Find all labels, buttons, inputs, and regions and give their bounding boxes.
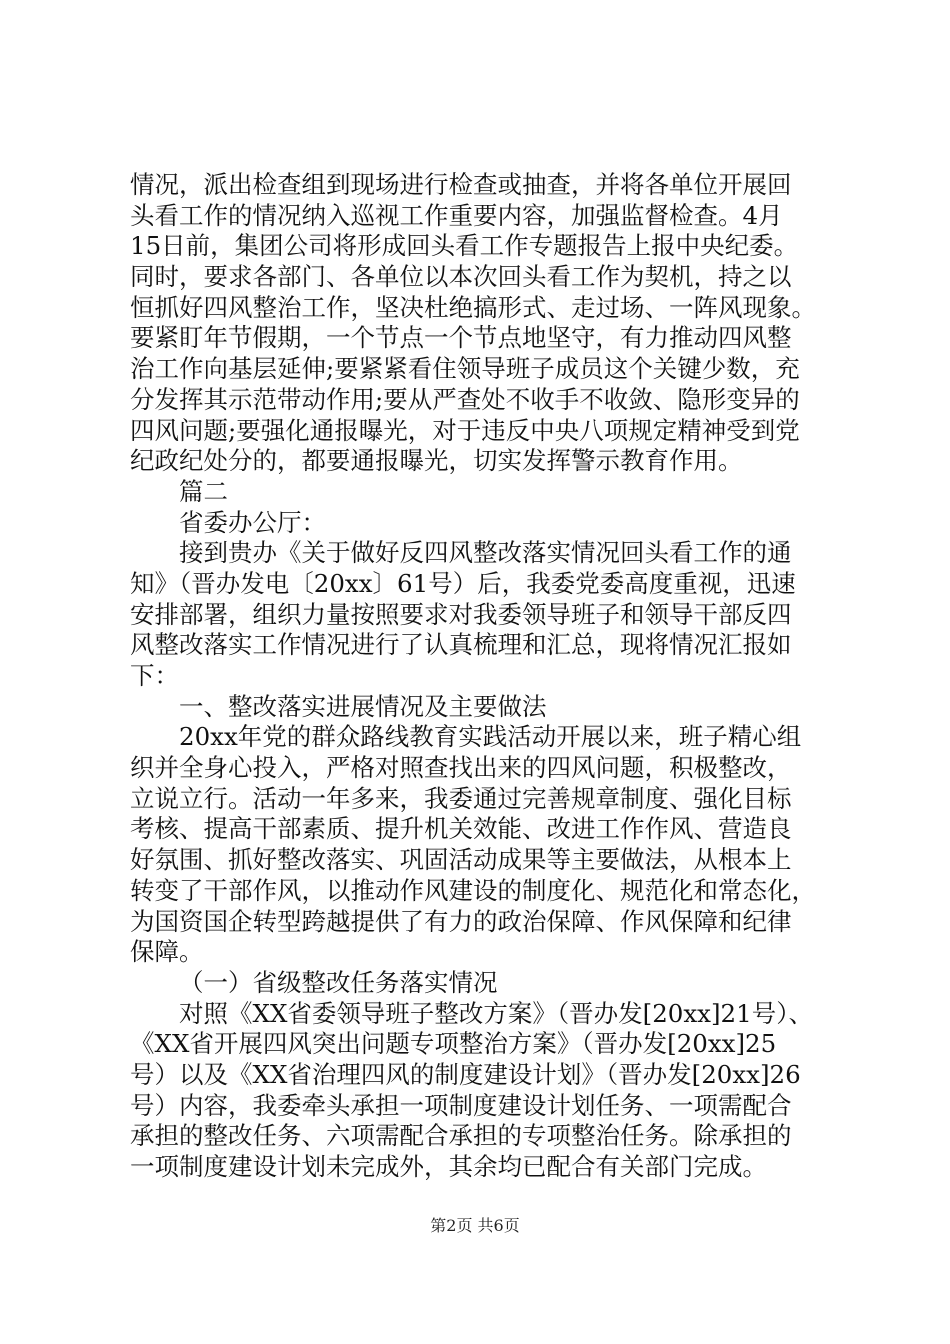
text-line: 号）以及《XX省治理四风的制度建设计划》（晋办发[20xx]26 <box>130 1059 801 1089</box>
document-body <box>130 170 850 1183</box>
text-line: 考核、提高干部素质、提升机关效能、改进工作作风、营造良 <box>130 814 792 844</box>
text-line: 保障。 <box>130 937 204 967</box>
text-line: 一、整改落实进展情况及主要做法 <box>179 691 547 721</box>
text-line: 恒抓好四风整治工作，坚决杜绝搞形式、走过场、一阵风现象。 <box>130 292 816 322</box>
text-line: 转变了干部作风，以推动作风建设的制度化、规范化和常态化， <box>130 875 816 905</box>
text-line: 为国资国企转型跨越提供了有力的政治保障、作风保障和纪律 <box>130 906 792 936</box>
text-line: 20xx年党的群众路线教育实践活动开展以来，班子精心组 <box>179 722 802 752</box>
text-line: 15日前，集团公司将形成回头看工作专题报告上报中央纪委。 <box>130 231 799 261</box>
text-line: 分发挥其示范带动作用;要从严查处不收手不收敛、隐形变异的 <box>130 384 800 414</box>
text-line: 省委办公厅： <box>179 507 326 537</box>
text-line: 好氛围、抓好整改落实、巩固活动成果等主要做法，从根本上 <box>130 845 792 875</box>
text-line: 篇二 <box>179 476 228 506</box>
text-line: 号）内容，我委牵头承担一项制度建设计划任务、一项需配合 <box>130 1090 792 1120</box>
text-line: 知》（晋办发电〔20xx〕61号）后，我委党委高度重视，迅速 <box>130 568 796 598</box>
text-line: 头看工作的情况纳入巡视工作重要内容，加强监督检查。4月 <box>130 200 783 230</box>
text-line: 安排部署，组织力量按照要求对我委领导班子和领导干部反四 <box>130 599 792 629</box>
text-line: 承担的整改任务、六项需配合承担的专项整治任务。除承担的 <box>130 1121 792 1151</box>
text-line: 情况，派出检查组到现场进行检查或抽查，并将各单位开展回 <box>130 170 792 199</box>
text-line: （一）省级整改任务落实情况 <box>179 967 498 997</box>
text-line: 纪政纪处分的，都要通报曝光，切实发挥警示教育作用。 <box>130 446 743 476</box>
text-line: 治工作向基层延伸;要紧紧看住领导班子成员这个关键少数，充 <box>130 354 800 384</box>
text-line: 四风问题;要强化通报曝光，对于违反中央八项规定精神受到党 <box>130 415 800 445</box>
text-line: 风整改落实工作情况进行了认真梳理和汇总，现将情况汇报如 <box>130 630 792 660</box>
page-footer: 第2页 共6页 <box>430 1216 520 1235</box>
text-line: 立说立行。活动一年多来，我委通过完善规章制度、强化目标 <box>130 783 792 813</box>
text-line: 《XX省开展四风突出问题专项整治方案》（晋办发[20xx]25 <box>130 1029 777 1059</box>
text-line: 同时，要求各部门、各单位以本次回头看工作为契机，持之以 <box>130 262 792 292</box>
text-line: 要紧盯年节假期，一个节点一个节点地坚守，有力推动四风整 <box>130 323 792 353</box>
text-line: 对照《XX省委领导班子整改方案》（晋办发[20xx]21号）、 <box>179 998 813 1028</box>
text-line: 织并全身心投入，严格对照查找出来的四风问题，积极整改， <box>130 753 792 783</box>
text-line: 接到贵办《关于做好反四风整改落实情况回头看工作的通 <box>179 538 792 568</box>
text-line: 下： <box>130 661 179 690</box>
text-line: 一项制度建设计划未完成外，其余均已配合有关部门完成。 <box>130 1152 767 1181</box>
